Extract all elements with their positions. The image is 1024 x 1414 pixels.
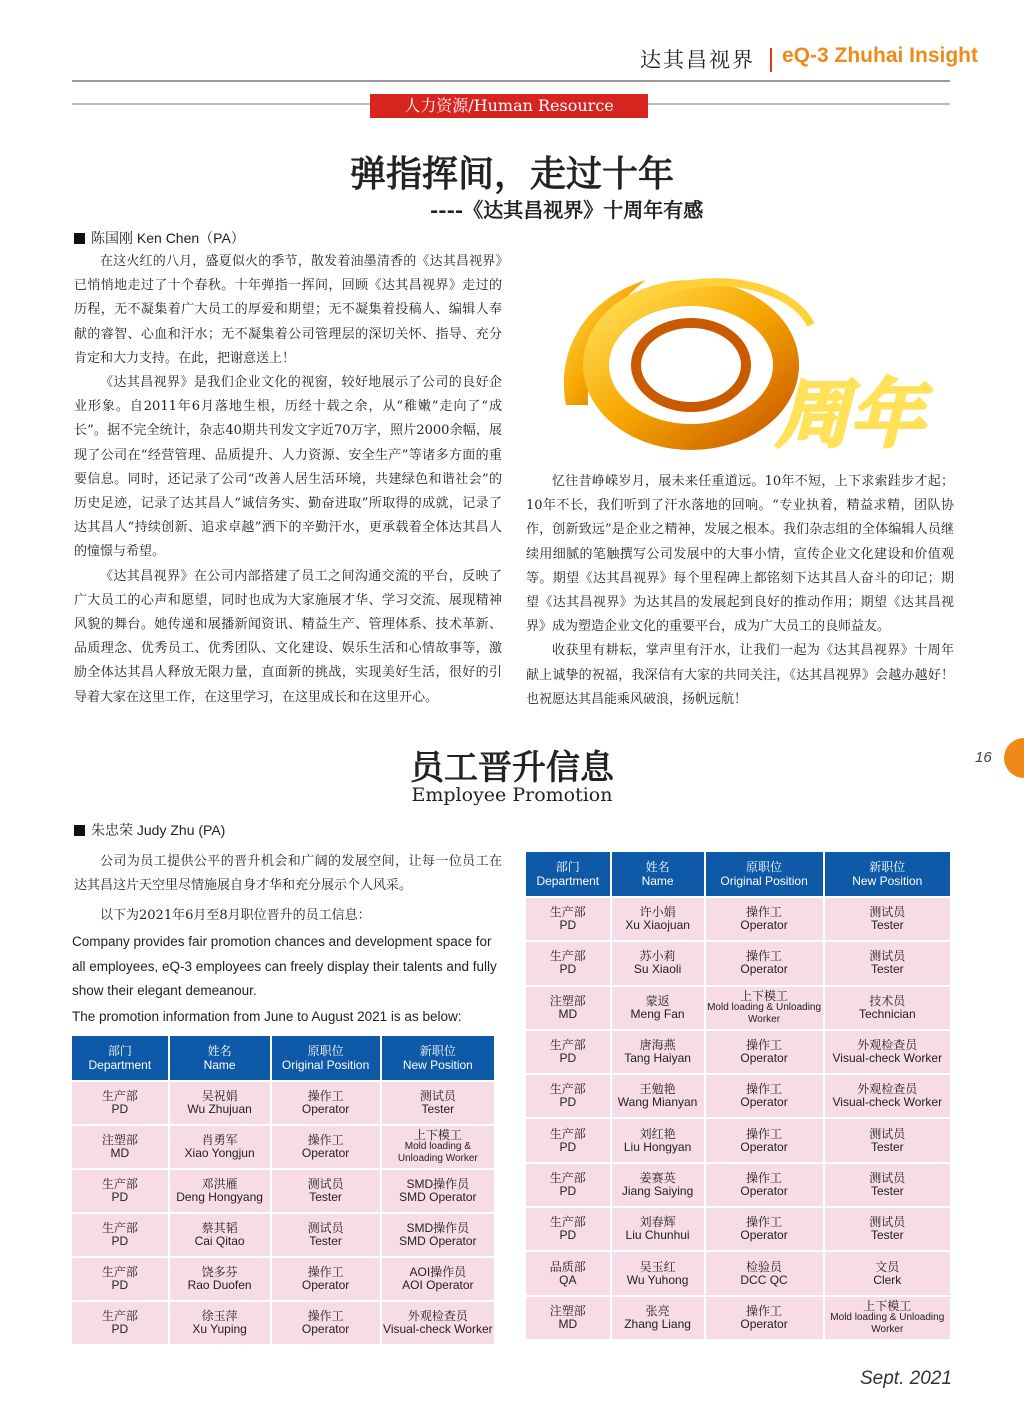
cell-text-en: Operator [301,1278,350,1292]
cell-text-cn: 注塑部 [549,1303,586,1318]
cell-text-cn: 技术员 [869,993,906,1008]
cell-new-position [825,942,950,984]
cell-text-en: Tester [870,962,904,977]
table-row [526,1297,950,1339]
cell-department [526,1031,610,1073]
header-department: 部门 Department [526,852,610,896]
cell-text-en: Cai Qitao [194,1234,245,1248]
cell-department [72,1170,168,1212]
table-row [526,1031,950,1073]
paragraph: 《达其昌视界》是我们企业文化的视窗，较好地展示了公司的良好企业形象。自2011年6月落地生根，历经十载之余，从“稚嫩”走向了“成长”。据不完全统计，杂志40期共刊发文字近70万字，照片2000余幅，展现了公司在“经营管理、品质提升、人力资源、安全生产”等诸多方面的重要信息。同时，还记录了公司“改善人居生活环境，共建绿色和谐社会”的历史足迹，记录了达其昌人“诚信务实、勤奋进取”所取得的成就，记录了达其昌人“持续创新、追求卓越”洒下的辛勤汗水，更承载着全体达其昌人的憧憬与希望。 [74,375,502,560]
cell-department [72,1082,168,1124]
cell-name [612,1031,704,1073]
table-row [72,1126,494,1168]
cell-text-en: PD [559,962,577,977]
table-row [526,1119,950,1161]
cell-original-position [706,1252,823,1294]
cell-text-cn: AOI操作员 [409,1265,467,1279]
cell-text-cn: 生产部 [549,905,586,920]
cell-text-cn: 操作工 [307,1265,344,1279]
cell-text-cn: 张亮 [645,1303,670,1318]
cell-text-en: PD [111,1278,129,1292]
cell-original-position [272,1302,380,1344]
cell-text-en: Liu Chunhui [625,1228,690,1243]
table-header-row [72,1036,494,1080]
table-row [72,1214,494,1256]
page-number: 16 [975,749,992,766]
cell-original-position [706,1297,823,1339]
table-row [72,1258,494,1300]
cell-text-en: Zhang Liang [624,1316,691,1331]
promotion-intro-cn [74,850,502,929]
cell-text-cn: 生产部 [101,1221,138,1235]
cell-text-cn: 操作工 [307,1309,344,1323]
cell-text-en: Operator [740,1139,788,1154]
magazine-title-cn: 达其昌视界 [640,48,755,72]
author-name: 朱忠荣 Judy Zhu (PA) [91,822,226,838]
cell-text-cn: 操作工 [307,1089,344,1103]
paragraph: 《达其昌视界》在公司内部搭建了员工之间沟通交流的平台，反映了广大员工的心声和愿望，同时也成为大家施展才华、学习交流、展现精神风貌的舞台。她传递和展播新闻资讯、精益生产、管理体系、技术革新、品质理念、优秀员工、优秀团队、文化建设、娱乐生活和心情故事等，激励全体达其昌人释放无限力量，直面新的挑战，实现美好生活，很好的引导着大家在这里工作，在这里学习，在这里成长和在这里开心。 [74,568,502,705]
cell-text-en: Clerk [873,1272,902,1287]
cell-text-cn: 测试员 [869,1170,906,1185]
cell-text-en: QA [559,1272,577,1287]
cell-text-en: Meng Fan [630,1006,685,1021]
cell-text-cn: 饶多芬 [201,1265,238,1279]
cell-text-en: Rao Duofen [187,1278,252,1292]
magazine-title-en: eQ-3 Zhuhai Insight [782,44,979,67]
cell-department [72,1258,168,1300]
cell-text-cn: 测试员 [307,1221,344,1235]
cell-text-cn: 操作工 [307,1133,344,1147]
cell-original-position [706,1031,823,1073]
cell-department [526,987,610,1029]
cell-department [526,898,610,940]
cell-text-en: Wu Zhujuan [187,1102,252,1116]
cell-text-en: PD [559,1228,577,1243]
cell-text-en: Deng Hongyang [176,1190,263,1204]
cell-text-en: Operator [740,1095,788,1110]
paragraph: 在这火红的八月，盛夏似火的季节，散发着油墨清香的《达其昌视界》已悄悄地走过了十个春秋。十年弹指一挥间，回顾《达其昌视界》走过的历程，无不凝集着广大员工的厚爱和期望；无不凝集着投稿人、编辑人奉献的睿智、心血和汗水；无不凝集着公司管理层的深切关怀、指导、充分肯定和大力支持。在此，把谢意送上！ [74,254,502,366]
cell-text-en: PD [111,1190,129,1204]
cell-text-cn: 操作工 [746,1126,783,1141]
article-title: 弹指挥间，走过十年 [349,153,674,195]
cell-name [612,1252,704,1294]
cell-text-en: PD [111,1102,129,1116]
cell-text-en: DCC QC [740,1272,788,1287]
promotion-author [74,820,225,840]
cell-text-cn: 操作工 [746,1038,783,1053]
cell-text-cn: SMD操作员 [406,1221,470,1235]
table-row [526,987,950,1029]
cell-text-en: MD [558,1006,578,1021]
cell-new-position [825,1208,950,1250]
cell-text-cn: 文员 [875,1259,900,1274]
cell-name [170,1258,270,1300]
cell-text-en: PD [559,1139,577,1154]
cell-text-cn: 操作工 [746,905,783,920]
cell-text-cn: 测试员 [869,905,906,920]
article-subtitle: ----《达其昌视界》十周年有感 [430,198,704,222]
cell-text-en: Operator [301,1146,350,1160]
cell-text-en: PD [559,1051,577,1066]
cell-text-cn: 生产部 [101,1309,138,1323]
cell-text-en: Operator [740,1316,788,1331]
cell-new-position [825,1119,950,1161]
cell-text-cn: 操作工 [746,1082,783,1097]
header-new-position: 新职位 New Position [825,852,950,896]
cell-new-position [382,1082,494,1124]
cell-new-position [825,1075,950,1117]
paragraph: 收获里有耕耘，掌声里有汗水，让我们一起为《达其昌视界》十周年献上诚挚的祝福，我深信有大家的共同关注，《达其昌视界》会越办越好！也祝愿达其昌能乘风破浪，扬帆远航！ [526,643,954,707]
cell-text-cn: 操作工 [746,1170,783,1185]
cell-text-en: Su Xiaoli [633,962,682,977]
cell-text-en: Operator [740,1228,788,1243]
cell-text-cn: 测试员 [419,1089,456,1103]
cell-text-cn: 注塑部 [101,1133,138,1147]
cell-text-cn: 生产部 [101,1177,138,1191]
cell-text-en: Tang Haiyan [624,1051,691,1066]
cell-text-en: MD [110,1146,130,1160]
cell-text-cn: 测试员 [307,1177,344,1191]
paragraph: 以下为2021年6月至8月职位晋升的员工信息： [100,908,371,924]
logo-text: 周年 [776,372,924,458]
cell-name [170,1302,270,1344]
cell-text-cn: 检验员 [746,1259,783,1274]
cell-new-position [382,1302,494,1344]
cell-department [526,1252,610,1294]
cell-text-en: Visual-check Worker [832,1051,943,1066]
cell-text-cn: 许小娟 [639,905,676,920]
cell-department [526,1119,610,1161]
cell-text-en: Visual-check Worker [832,1095,943,1110]
cell-department [72,1302,168,1344]
cell-text-en: Wang Mianyan [617,1095,698,1110]
cell-new-position [825,987,950,1029]
cell-original-position [272,1214,380,1256]
cell-text-en: PD [111,1234,129,1248]
cell-text-cn: 邓洪雁 [201,1177,238,1191]
cell-department [526,942,610,984]
section-tag: 人力资源/Human Resource [370,94,648,118]
cell-text-cn: 吴祝娟 [201,1089,238,1103]
article-right-column [526,470,954,712]
paragraph: 公司为员工提供公平的晋升机会和广阔的发展空间，让每一位员工在达其昌这片天空里尽情施展自身才华和充分展示个人风采。 [74,854,502,894]
cell-text-en: Tester [421,1102,455,1116]
cell-text-en: Jiang Saiying [621,1183,694,1198]
cell-text-en: Operator [740,1051,788,1066]
promotion-intro-en: Company provides fair promotion chances and development space for all employees, eQ-3 employees can freely display their talents and fully show their elegant demeanour. [72,934,497,998]
cell-text-en: Operator [301,1102,350,1116]
bullet-square-icon [74,825,85,836]
cell-name [612,1119,704,1161]
cell-department [526,1297,610,1339]
cell-text-cn: 肖勇军 [201,1133,238,1147]
cell-text-en: Technician [858,1006,916,1021]
promotion-intro-en-2: The promotion information from June to August 2021 is as below: [72,1009,462,1024]
article-left-column [74,250,502,710]
article-author [74,228,245,248]
cell-text-en: Operator [740,918,788,933]
cell-text-cn: 蔡其韬 [201,1221,238,1235]
cell-text-cn: 上下模工 [863,1298,912,1313]
cell-text-en: Xiao Yongjun [184,1146,255,1160]
cell-text-cn: 吴玉红 [639,1259,676,1274]
cell-text-cn: 外观检查员 [407,1309,468,1323]
table-row [526,942,950,984]
cell-text-en: Tester [870,1139,904,1154]
cell-name [170,1170,270,1212]
cell-original-position [706,1208,823,1250]
header-name: 姓名 Name [170,1036,270,1080]
cell-department [72,1214,168,1256]
cell-text-en: PD [559,1183,577,1198]
table-row [526,1252,950,1294]
cell-text-cn: 蒙返 [645,993,670,1008]
issue-date: Sept. 2021 [860,1368,952,1389]
cell-text-en: Tester [870,1183,904,1198]
cell-text-cn: 唐海燕 [639,1038,676,1053]
cell-new-position [382,1214,494,1256]
cell-text-en: Tester [309,1190,342,1204]
cell-text-en: Operator [740,962,788,977]
cell-new-position [825,1031,950,1073]
table-row [526,1208,950,1250]
cell-new-position [825,1164,950,1206]
cell-original-position [706,942,823,984]
anniversary-logo [526,255,954,465]
cell-name [612,1075,704,1117]
cell-text-cn: 品质部 [549,1259,586,1274]
cell-text-en: Mold loading & Unloading Worker [397,1141,478,1164]
promotion-table-left [70,1034,496,1346]
header-rule [72,80,950,82]
table-row [72,1082,494,1124]
cell-text-en: SMD Operator [399,1234,477,1248]
cell-name [170,1126,270,1168]
table-row [526,1075,950,1117]
cell-text-en: PD [111,1322,129,1336]
cell-department [526,1164,610,1206]
cell-text-en: Liu Hongyan [623,1139,692,1154]
cell-text-cn: 生产部 [101,1265,138,1279]
cell-text-cn: 操作工 [746,1215,783,1230]
cell-text-cn: 外观检查员 [857,1038,918,1053]
cell-text-en: PD [559,918,577,933]
cell-text-cn: SMD操作员 [406,1177,470,1191]
cell-name [170,1082,270,1124]
header-original-position: 原职位 Original Position [706,852,823,896]
table-header-row [526,852,950,896]
cell-text-en: Xu Yuping [192,1322,247,1336]
cell-text-cn: 注塑部 [549,993,586,1008]
cell-name [612,1208,704,1250]
cell-original-position [706,1119,823,1161]
cell-text-cn: 徐玉萍 [201,1309,238,1323]
cell-text-en: Tester [870,1228,904,1243]
paragraph: 忆往昔峥嵘岁月，展未来任重道远。10年不短，上下求索跬步才起；10年不长，我们听到了汗水落地的回响。“专业执着，精益求精，团队协作，创新致远”是企业之精神，发展之根本。我们杂志组的全体编辑人员继续用细腻的笔触撰写公司发展中的大事小情，宣传企业文化建设和价值观等。期望《达其昌视界》每个里程碑上都铭刻下达其昌人奋斗的印记；期望《达其昌视界》为达其昌的发展起到良好的推动作用；期望《达其昌视界》成为塑造企业文化的重要平台，成为广大员工的良师益友。 [526,474,954,635]
cell-name [612,898,704,940]
table-row [72,1170,494,1212]
header-new-position: 新职位 New Position [382,1036,494,1080]
promotion-table-right [524,850,952,1341]
table-row [526,1164,950,1206]
cell-original-position [706,1164,823,1206]
cell-text-cn: 姜赛英 [639,1170,676,1185]
header-original-position: 原职位 Original Position [272,1036,380,1080]
cell-text-cn: 王勉艳 [639,1082,676,1097]
cell-text-cn: 测试员 [869,1215,906,1230]
cell-department [526,1208,610,1250]
cell-new-position [382,1258,494,1300]
cell-name [612,1297,704,1339]
cell-text-cn: 测试员 [869,949,906,964]
cell-text-cn: 生产部 [549,1170,586,1185]
cell-text-cn: 测试员 [869,1126,906,1141]
header-name: 姓名 Name [612,852,704,896]
cell-text-en: Xu Xiaojuan [625,918,690,933]
cell-original-position [272,1258,380,1300]
cell-text-en: Visual-check Worker [383,1322,493,1336]
cell-new-position [382,1170,494,1212]
cell-text-cn: 苏小莉 [639,949,676,964]
cell-text-en: AOI Operator [402,1278,474,1292]
cell-original-position [706,1075,823,1117]
cell-text-cn: 刘春辉 [639,1215,676,1230]
cell-text-cn: 外观检查员 [857,1082,918,1097]
cell-text-en: Mold loading & Unloading Worker [830,1311,945,1335]
cell-text-en: Operator [301,1322,350,1336]
cell-original-position [706,898,823,940]
bullet-square-icon [74,233,85,244]
header-divider [770,48,772,72]
cell-name [612,942,704,984]
cell-name [612,1164,704,1206]
cell-text-cn: 刘红艳 [639,1126,676,1141]
cell-text-cn: 操作工 [746,949,783,964]
cell-text-en: Operator [740,1183,788,1198]
table-row [526,898,950,940]
promotion-title: 员工晋升信息 [410,748,614,788]
cell-text-en: Tester [870,918,904,933]
cell-text-en: Tester [309,1234,342,1248]
cell-text-en: Wu Yuhong [626,1272,689,1287]
cell-new-position [382,1126,494,1168]
cell-text-cn: 生产部 [549,949,586,964]
cell-department [72,1126,168,1168]
cell-original-position [706,987,823,1029]
cell-text-cn: 上下模工 [740,988,789,1003]
cell-text-cn: 上下模工 [413,1128,462,1142]
cell-new-position [825,1252,950,1294]
cell-text-cn: 生产部 [549,1038,586,1053]
cell-text-cn: 生产部 [549,1126,586,1141]
cell-original-position [272,1126,380,1168]
promotion-title-en: Employee Promotion [411,784,613,806]
cell-new-position [825,898,950,940]
header-department: 部门 Department [72,1036,168,1080]
cell-name [612,987,704,1029]
cell-text-en: MD [558,1316,578,1331]
cell-text-cn: 生产部 [101,1089,138,1103]
cell-original-position [272,1170,380,1212]
author-name: 陈国刚 Ken Chen（PA） [91,230,245,246]
cell-text-cn: 生产部 [549,1082,586,1097]
cell-text-en: SMD Operator [399,1190,477,1204]
cell-text-en: Mold loading & Unloading Worker [707,1001,822,1025]
cell-text-cn: 操作工 [746,1303,783,1318]
cell-text-cn: 生产部 [549,1215,586,1230]
cell-original-position [272,1082,380,1124]
cell-new-position [825,1297,950,1339]
table-row [72,1302,494,1344]
cell-department [526,1075,610,1117]
cell-text-en: PD [559,1095,577,1110]
cell-name [170,1214,270,1256]
